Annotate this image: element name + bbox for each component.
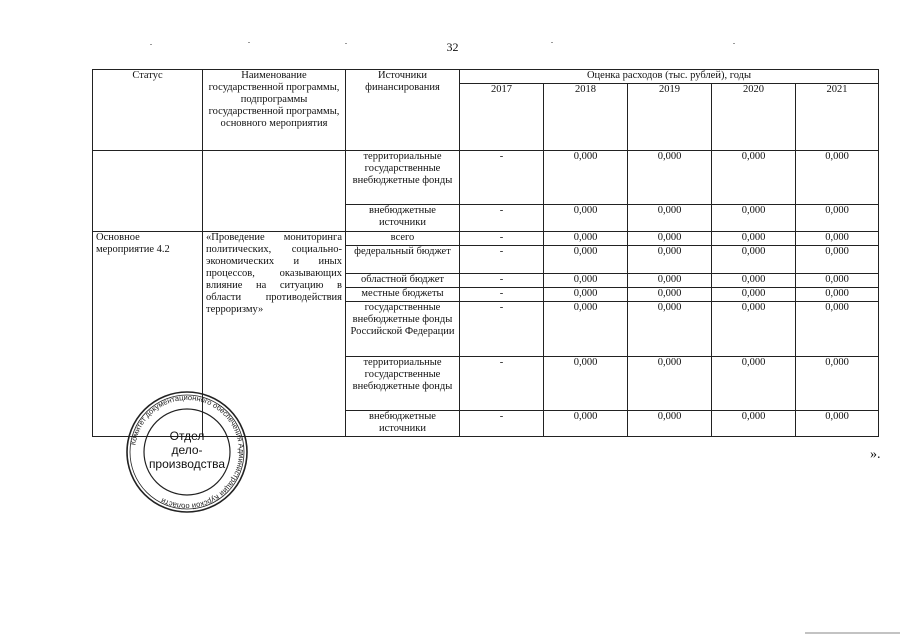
- source-cell: территориальные государственные внебюджетные фонды: [346, 151, 460, 205]
- header-name: Наименование государственной программы, подпрограммы государственной программы, основного мероприятия: [203, 70, 346, 151]
- source-cell: внебюджетные источники: [346, 205, 460, 232]
- value-cell: 0,000: [544, 205, 628, 232]
- stamp-graphic: [122, 390, 252, 515]
- value-cell: 0,000: [544, 246, 628, 274]
- office-stamp: [122, 390, 252, 515]
- value-cell: 0,000: [712, 357, 796, 411]
- value-cell: 0,000: [796, 232, 879, 246]
- value-cell: 0,000: [628, 151, 712, 205]
- value-cell: 0,000: [712, 205, 796, 232]
- value-cell: 0,000: [712, 274, 796, 288]
- value-cell: 0,000: [712, 232, 796, 246]
- value-cell: -: [460, 205, 544, 232]
- source-cell: местные бюджеты: [346, 288, 460, 302]
- stamp-ring-textpath: Комитет документационного обеспечения Администрации Курской области: [128, 392, 247, 512]
- header-status: Статус: [93, 70, 203, 151]
- value-cell: -: [460, 288, 544, 302]
- value-cell: 0,000: [712, 302, 796, 357]
- stamp-center-line: Отдел: [169, 429, 205, 443]
- value-cell: 0,000: [544, 274, 628, 288]
- header-year: 2018: [544, 84, 628, 151]
- value-cell: 0,000: [628, 288, 712, 302]
- name-cell: «Проведение мониторинга политических, социально-экономических и иных процессов, оказывающих влияние на ситуацию в области противодействия терроризму»: [203, 232, 346, 437]
- scan-edge-mark: [805, 632, 900, 634]
- header-year: 2020: [712, 84, 796, 151]
- value-cell: -: [460, 302, 544, 357]
- value-cell: 0,000: [628, 302, 712, 357]
- value-cell: -: [460, 246, 544, 274]
- budget-table: [92, 69, 879, 437]
- value-cell: 0,000: [628, 232, 712, 246]
- value-cell: 0,000: [712, 288, 796, 302]
- value-cell: -: [460, 151, 544, 205]
- value-cell: 0,000: [712, 151, 796, 205]
- value-cell: 0,000: [628, 246, 712, 274]
- value-cell: 0,000: [796, 302, 879, 357]
- empty-status-cell: [93, 151, 203, 232]
- value-cell: -: [460, 232, 544, 246]
- value-cell: 0,000: [544, 357, 628, 411]
- speck: [733, 43, 735, 44]
- value-cell: 0,000: [796, 205, 879, 232]
- source-cell: всего: [346, 232, 460, 246]
- speck: [248, 42, 250, 43]
- header-year: 2021: [796, 84, 879, 151]
- value-cell: 0,000: [544, 302, 628, 357]
- empty-name-cell: [203, 151, 346, 232]
- value-cell: 0,000: [796, 246, 879, 274]
- value-cell: 0,000: [796, 151, 879, 205]
- table-row: [93, 232, 879, 246]
- table-row: [93, 151, 879, 205]
- value-cell: 0,000: [628, 411, 712, 437]
- source-cell: территориальные государственные внебюджетные фонды: [346, 357, 460, 411]
- source-cell: областной бюджет: [346, 274, 460, 288]
- value-cell: 0,000: [796, 274, 879, 288]
- closing-quote-mark: ».: [870, 447, 881, 462]
- value-cell: -: [460, 274, 544, 288]
- value-cell: 0,000: [544, 232, 628, 246]
- header-estimate: Оценка расходов (тыс. рублей), годы: [460, 70, 879, 84]
- value-cell: 0,000: [796, 411, 879, 437]
- value-cell: 0,000: [544, 411, 628, 437]
- value-cell: 0,000: [628, 357, 712, 411]
- status-cell: Основное мероприятие 4.2: [93, 232, 203, 437]
- value-cell: 0,000: [544, 288, 628, 302]
- value-cell: -: [460, 411, 544, 437]
- speck: [551, 42, 553, 43]
- value-cell: 0,000: [544, 151, 628, 205]
- stamp-center-line: дело-: [171, 443, 203, 457]
- value-cell: 0,000: [712, 246, 796, 274]
- source-cell: федеральный бюджет: [346, 246, 460, 274]
- source-cell: государственные внебюджетные фонды Российской Федерации: [346, 302, 460, 357]
- stamp-center-line: производства: [148, 457, 226, 471]
- value-cell: -: [460, 357, 544, 411]
- speck: [345, 43, 347, 44]
- page-number: 32: [446, 40, 459, 54]
- header-source: Источники финансирования: [346, 70, 460, 151]
- value-cell: 0,000: [712, 411, 796, 437]
- value-cell: 0,000: [796, 288, 879, 302]
- speck: [150, 44, 152, 45]
- value-cell: 0,000: [796, 357, 879, 411]
- value-cell: 0,000: [628, 205, 712, 232]
- header-year: 2017: [460, 84, 544, 151]
- header-year: 2019: [628, 84, 712, 151]
- value-cell: 0,000: [628, 274, 712, 288]
- source-cell: внебюджетные источники: [346, 411, 460, 437]
